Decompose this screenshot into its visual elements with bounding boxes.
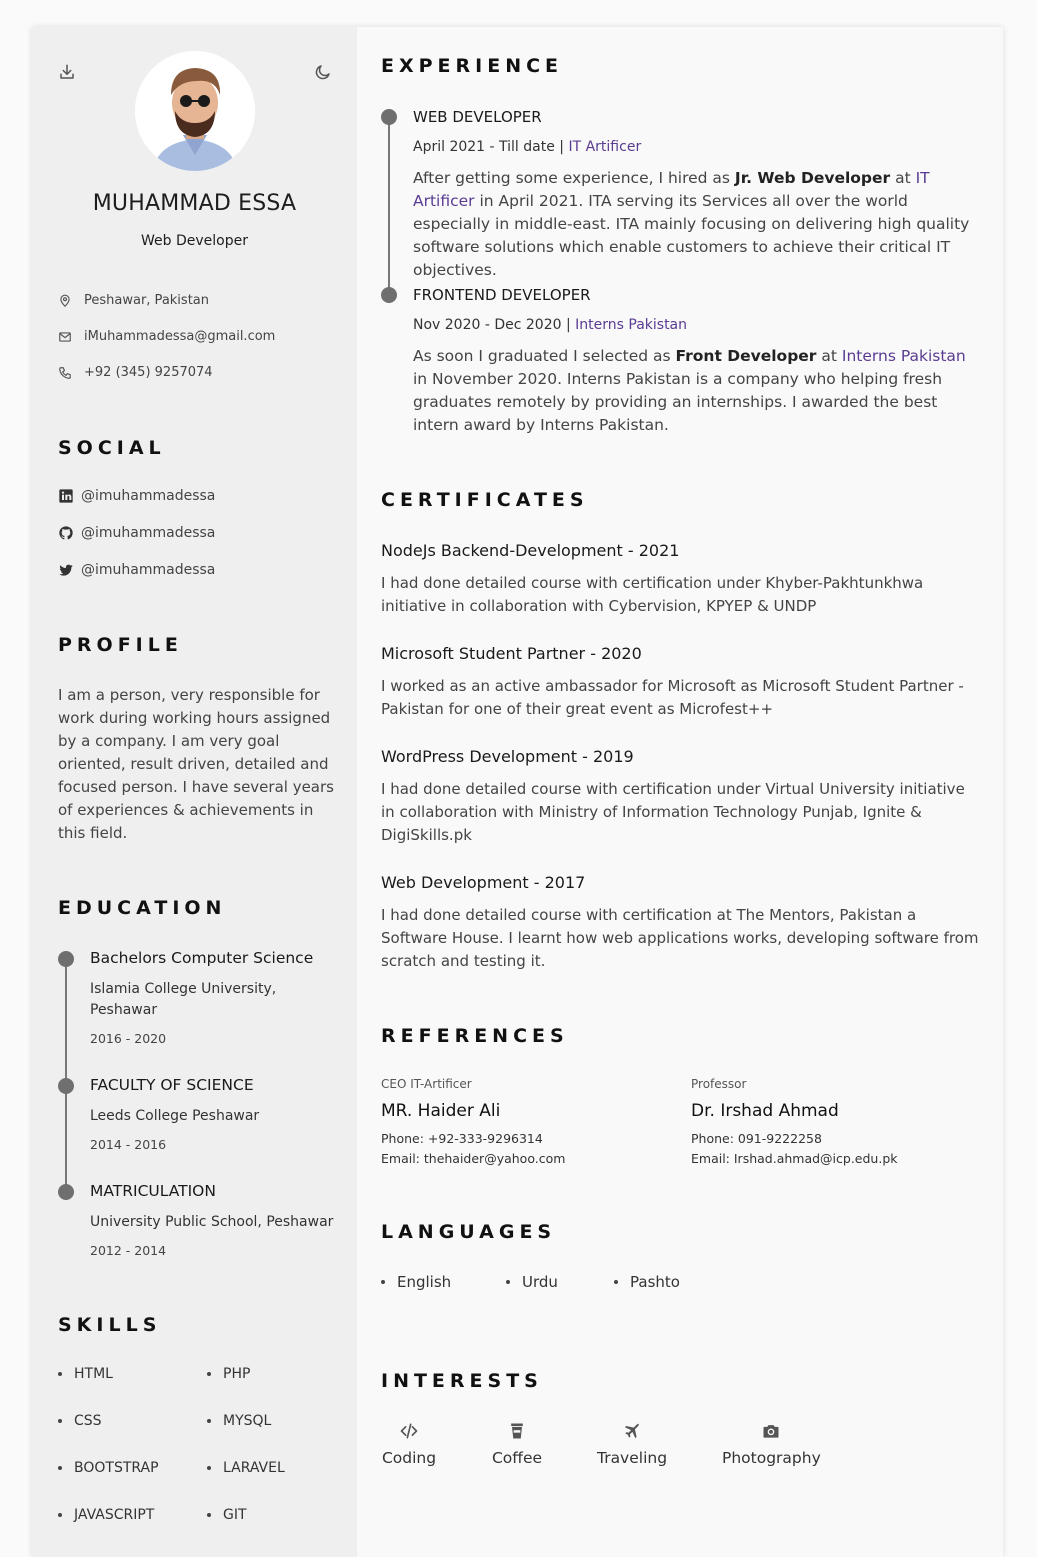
person-role: Web Developer: [141, 233, 248, 249]
company-link[interactable]: IT Artificer: [413, 169, 930, 210]
experience-date: April 2021 - Till date | IT Artificer: [413, 139, 642, 155]
linkedin-icon: [58, 488, 74, 504]
reference-role: Professor: [691, 1077, 747, 1091]
code-icon: [399, 1421, 419, 1441]
profile-text: I am a person, very responsible for work during working hours assigned by a company. I am very goal oriented, result driven, detailed and focused person. I have several years of experiences & achievements in this field.: [58, 686, 334, 842]
plane-icon: [622, 1421, 642, 1441]
experience-job-title: WEB DEVELOPER: [413, 108, 542, 126]
timeline-dot: [58, 1184, 74, 1200]
reference-email: Email: thehaider@yahoo.com: [381, 1151, 566, 1166]
education-years: 2012 - 2014: [90, 1243, 167, 1258]
skill-item: PHP: [207, 1366, 250, 1382]
certificate-text: I had done detailed course with certification under Virtual University initiative in collaboration with Ministry of Information Technology Punjab, Ignite & DigiSkills.pk: [381, 780, 965, 844]
profile-title: PROFILE: [58, 634, 183, 656]
company-link[interactable]: IT Artificer: [568, 139, 642, 155]
education-school: University Public School, Peshawar: [90, 1214, 334, 1230]
skill-item: LARAVEL: [207, 1460, 285, 1476]
company-link[interactable]: Interns Pakistan: [841, 347, 966, 365]
social-link-github[interactable]: [58, 525, 215, 541]
language-item: Urdu: [506, 1273, 558, 1291]
timeline-dot: [58, 1078, 74, 1094]
company-link[interactable]: Interns Pakistan: [575, 317, 688, 333]
experience-job-title: FRONTEND DEVELOPER: [413, 286, 591, 304]
avatar: [135, 51, 255, 171]
education-years: 2016 - 2020: [90, 1031, 167, 1046]
education-timeline: [65, 957, 67, 1192]
location-text: Peshawar, Pakistan: [84, 293, 209, 308]
contact-phone[interactable]: [58, 365, 213, 380]
camera-icon: [761, 1421, 781, 1441]
education-school: Islamia College University, Peshawar: [90, 981, 277, 1018]
certificate-title: NodeJs Backend-Development - 2021: [381, 541, 680, 560]
contact-location: [58, 293, 209, 308]
languages-title: LANGUAGES: [381, 1221, 557, 1243]
skill-item: GIT: [207, 1507, 247, 1523]
download-icon[interactable]: [58, 63, 76, 81]
education-school: Leeds College Peshawar: [90, 1108, 260, 1124]
references-title: REFERENCES: [381, 1025, 569, 1047]
linkedin-handle[interactable]: @imuhammadessa: [81, 488, 216, 504]
language-item: Pashto: [614, 1273, 680, 1291]
email-text[interactable]: iMuhammadessa@gmail.com: [84, 329, 276, 344]
social-link-linkedin[interactable]: [58, 488, 215, 504]
education-title: EDUCATION: [58, 897, 227, 919]
certificate-title: WordPress Development - 2019: [381, 747, 634, 766]
skill-item: BOOTSTRAP: [58, 1460, 159, 1476]
skill-item: HTML: [58, 1366, 113, 1382]
github-icon: [58, 525, 74, 541]
moon-icon[interactable]: [314, 63, 332, 81]
experience-timeline: [388, 117, 390, 297]
experience-date: Nov 2020 - Dec 2020 | Interns Pakistan: [413, 317, 688, 333]
reference-role: CEO IT-Artificer: [381, 1077, 472, 1091]
reference-phone: Phone: 091-9222258: [691, 1131, 822, 1146]
reference-phone: Phone: +92-333-9296314: [381, 1131, 543, 1146]
timeline-dot: [381, 109, 397, 125]
certificate-text: I worked as an active ambassador for Microsoft as Microsoft Student Partner - Pakistan for one of their great event as Microfest++: [381, 677, 964, 718]
contact-email[interactable]: [58, 329, 275, 344]
education-years: 2014 - 2016: [90, 1137, 167, 1152]
certificate-title: Web Development - 2017: [381, 873, 586, 892]
coffee-icon: [507, 1421, 527, 1441]
social-title: SOCIAL: [58, 437, 166, 459]
language-item: English: [381, 1273, 451, 1291]
skills-title: SKILLS: [58, 1314, 162, 1336]
certificates-title: CERTIFICATES: [381, 489, 589, 511]
interest-traveling: Traveling: [597, 1421, 667, 1467]
experience-title: EXPERIENCE: [381, 55, 564, 77]
interest-coffee: Coffee: [491, 1421, 543, 1467]
skill-item: MYSQL: [207, 1413, 271, 1429]
mail-icon: [58, 330, 72, 344]
interests-title: INTERESTS: [381, 1370, 543, 1392]
education-degree: Bachelors Computer Science: [90, 949, 314, 967]
reference-name: MR. Haider Ali: [381, 1101, 501, 1121]
phone-text[interactable]: +92 (345) 9257074: [84, 365, 213, 380]
resume-card: [32, 27, 1003, 1557]
experience-description: After getting some experience, I hired as Jr. Web Developer at IT Artificer in April 2021. ITA serving its Services all over the world especially in middle-east. ITA mainly focusing on delivering high quality software solutions which enable customers to achieve their critical IT objectives.: [413, 169, 970, 279]
reference-name: Dr. Irshad Ahmad: [691, 1101, 839, 1121]
sidebar: [32, 27, 357, 1557]
timeline-dot: [381, 287, 397, 303]
interest-coding: Coding: [381, 1421, 437, 1467]
certificate-title: Microsoft Student Partner - 2020: [381, 644, 642, 663]
certificate-text: I had done detailed course with certification at The Mentors, Pakistan a Software House. I learnt how web applications works, developing software from scratch and testing it.: [381, 906, 979, 970]
certificate-text: I had done detailed course with certification under Khyber-Pakhtunkhwa initiative in collaboration with Cybervision, KPYEP & UNDP: [381, 574, 924, 615]
interest-photography: Photography: [722, 1421, 820, 1467]
skill-item: CSS: [58, 1413, 102, 1429]
experience-description: As soon I graduated I selected as Front Developer at Interns Pakistan in November 2020. Interns Pakistan is a company who helping fresh graduates remotely by providing an internships. I awarded the best intern award by Interns Pakistan.: [413, 347, 966, 434]
twitter-icon: [58, 562, 74, 578]
person-name: MUHAMMAD ESSA: [92, 191, 297, 216]
skill-item: JAVASCRIPT: [58, 1507, 154, 1523]
education-degree: MATRICULATION: [90, 1182, 216, 1200]
twitter-handle[interactable]: @imuhammadessa: [81, 562, 216, 578]
phone-icon: [58, 366, 72, 380]
github-handle[interactable]: @imuhammadessa: [81, 525, 216, 541]
main-content: [357, 27, 1003, 1557]
timeline-dot: [58, 951, 74, 967]
location-pin-icon: [58, 294, 72, 308]
education-degree: FACULTY OF SCIENCE: [90, 1076, 254, 1094]
reference-email: Email: Irshad.ahmad@icp.edu.pk: [691, 1151, 898, 1166]
social-link-twitter[interactable]: [58, 562, 215, 578]
